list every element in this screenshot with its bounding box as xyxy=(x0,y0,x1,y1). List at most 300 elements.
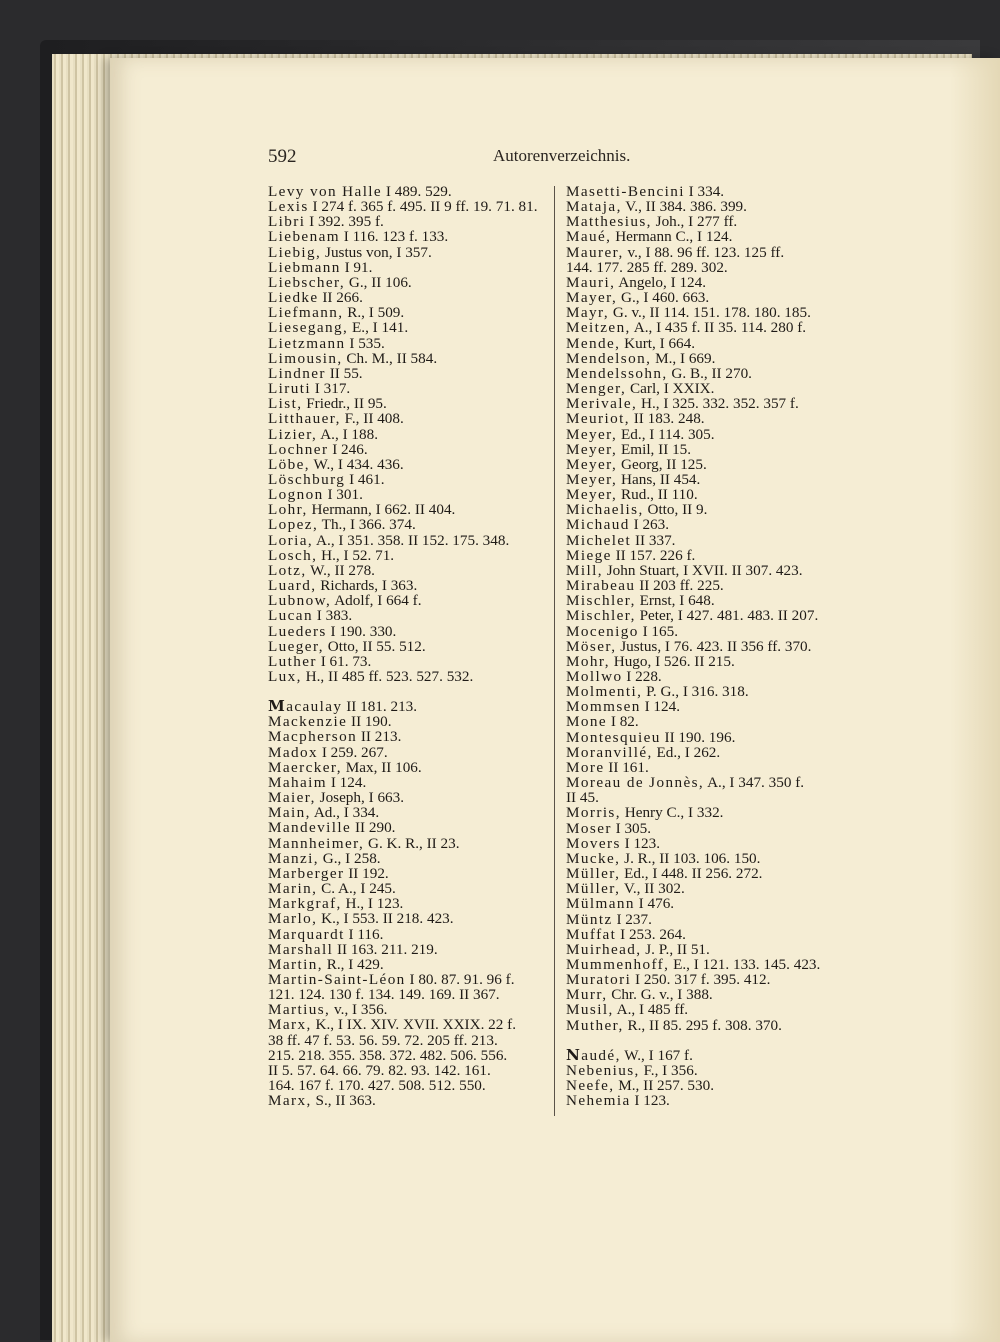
index-entry xyxy=(268,624,550,639)
entry-refs: A., I 485 ff. xyxy=(613,1001,689,1019)
index-entry xyxy=(268,745,550,760)
index-entry xyxy=(566,396,856,411)
entry-refs: R., I 429. xyxy=(322,955,384,973)
entry-refs: II 5. 57. 64. 66. 79. 82. 93. 142. 161. xyxy=(268,1061,491,1079)
entry-refs: E., I 121. 133. 145. 423. xyxy=(669,955,821,973)
entry-refs: Hugo, I 526. II 215. xyxy=(609,652,735,670)
entry-refs: Georg, II 125. xyxy=(617,455,707,473)
entry-refs: H., II 485 ff. 523. 527. 532. xyxy=(301,668,474,685)
author-name: Liebmann xyxy=(268,258,341,276)
entry-refs: Hans, II 454. xyxy=(617,470,701,488)
author-name: Meuriot, xyxy=(566,410,630,428)
author-name: Marlo, xyxy=(268,910,318,928)
entry-refs: Rud., II 110. xyxy=(617,486,698,504)
index-entry xyxy=(566,684,856,699)
author-name: Löbe, xyxy=(268,455,311,473)
author-name: Lueger, xyxy=(268,637,324,655)
author-name: Martin, xyxy=(268,955,323,973)
entry-refs: Max, II 106. xyxy=(341,758,422,776)
index-entry xyxy=(566,184,856,199)
entry-refs: Otto, II 9. xyxy=(643,501,708,519)
entry-refs: II 290. xyxy=(351,819,396,837)
entry-refs: II 337. xyxy=(631,531,676,549)
entry-refs: F., II 408. xyxy=(340,410,404,428)
entry-refs: I 165. xyxy=(638,622,679,640)
index-entry xyxy=(566,502,856,517)
entry-refs: I 274 f. 365 f. 495. II 9 ff. 19. 71. 81. xyxy=(308,198,538,216)
author-name: Lotz, xyxy=(268,561,307,579)
entry-refs: II 266. xyxy=(318,289,363,307)
entry-refs: W., I 434. 436. xyxy=(310,455,404,473)
author-name: Lietzmann xyxy=(268,334,346,352)
index-entry xyxy=(268,472,550,487)
index-entry xyxy=(566,714,856,729)
index-entry xyxy=(566,912,856,927)
index-entry xyxy=(268,669,550,684)
index-entry xyxy=(268,548,550,563)
entry-refs: A., I 347. 350 f. xyxy=(704,774,805,792)
author-name: Mucke, xyxy=(566,849,621,867)
index-entry xyxy=(268,442,550,457)
entry-refs: Ed., I 448. II 256. 272. xyxy=(620,865,763,883)
author-name: Mayer, xyxy=(566,289,618,307)
entry-refs: Ed., I 262. xyxy=(652,743,721,761)
entry-refs: I 246. xyxy=(328,440,368,458)
index-entry xyxy=(268,896,550,911)
index-entry-continuation xyxy=(566,260,856,275)
entry-refs: II 181. 213. xyxy=(342,698,418,716)
author-name: Möser, xyxy=(566,637,617,655)
index-entry xyxy=(566,351,856,366)
entry-refs: I 82. xyxy=(607,713,639,731)
author-name: Maurer, xyxy=(566,243,624,261)
entry-refs: G., II 106. xyxy=(345,273,412,291)
author-name: Mende, xyxy=(566,334,621,352)
author-name: Molmenti, xyxy=(566,683,643,701)
index-entry xyxy=(268,260,550,275)
entry-refs: V., II 384. 386. 399. xyxy=(621,198,747,216)
index-entry xyxy=(268,229,550,244)
entry-refs: II 55. xyxy=(325,364,363,382)
author-name: Lohr, xyxy=(268,501,308,519)
entry-refs: I 116. xyxy=(344,925,384,943)
index-entry-continuation xyxy=(268,1048,550,1063)
entry-refs: Richards, I 363. xyxy=(316,577,418,595)
index-entry xyxy=(566,866,856,881)
book-page xyxy=(110,58,1000,1342)
author-name: Maué, xyxy=(566,228,612,246)
entry-refs: E., I 141. xyxy=(348,319,409,337)
author-name: Mendelssohn, xyxy=(566,364,668,382)
section-initial: M xyxy=(268,697,287,716)
entry-refs: I 383. xyxy=(312,607,353,625)
entry-refs: Justus von, I 357. xyxy=(321,243,432,261)
index-entry xyxy=(566,654,856,669)
index-entry xyxy=(268,881,550,896)
index-entry xyxy=(566,942,856,957)
author-name: Murr, xyxy=(566,986,608,1004)
author-name: Menger, xyxy=(566,380,627,398)
author-name: Michaelis, xyxy=(566,501,644,519)
author-name: Lubnow, xyxy=(268,592,332,610)
author-name: Meyer, xyxy=(566,470,618,488)
index-entry xyxy=(566,199,856,214)
entry-refs: I 305. xyxy=(611,819,652,837)
index-entry xyxy=(268,411,550,426)
entry-refs: A., I 188. xyxy=(317,425,378,443)
entry-refs: G. v., II 114. 151. 178. 180. 185. xyxy=(609,304,811,322)
entry-refs: Friedr., II 95. xyxy=(302,395,387,413)
entry-refs: I 124. xyxy=(327,773,367,791)
author-name: Liebscher, xyxy=(268,273,346,291)
author-name: Liruti xyxy=(268,380,311,398)
index-entry xyxy=(268,866,550,881)
author-name: Mocenigo xyxy=(566,622,639,640)
index-entry xyxy=(566,427,856,442)
entry-refs: Ernst, I 648. xyxy=(635,592,715,610)
author-name: Lindner xyxy=(268,364,326,382)
entry-refs: II 192. xyxy=(344,864,389,882)
entry-refs: R., II 85. 295 f. 308. 370. xyxy=(623,1016,782,1034)
author-name: Mommsen xyxy=(566,698,641,716)
index-entry xyxy=(268,214,550,229)
index-entry xyxy=(566,730,856,745)
index-entry xyxy=(566,411,856,426)
entry-refs: Henry C., I 332. xyxy=(620,804,724,822)
author-name: Mandeville xyxy=(268,819,352,837)
index-entry xyxy=(268,578,550,593)
author-name: Marx, xyxy=(268,1092,312,1110)
index-entry xyxy=(566,245,856,260)
author-name: Martius, xyxy=(268,1001,331,1019)
index-entry xyxy=(566,381,856,396)
index-entry xyxy=(268,608,550,623)
index-entry xyxy=(268,351,550,366)
index-entry xyxy=(566,472,856,487)
entry-refs: II 45. xyxy=(566,789,599,807)
index-entry xyxy=(268,245,550,260)
author-name: Liesegang, xyxy=(268,319,349,337)
index-entry xyxy=(268,654,550,669)
entry-refs: I 116. 123 f. 133. xyxy=(339,228,449,246)
author-name: Mayr, xyxy=(566,304,610,322)
index-entry xyxy=(566,1063,856,1078)
author-name: Nehemia xyxy=(566,1092,631,1110)
author-name: Luther xyxy=(268,652,317,670)
author-name: Madox xyxy=(268,743,319,761)
entry-refs: II 163. 211. 219. xyxy=(333,940,438,958)
author-name: Losch, xyxy=(268,546,318,564)
entry-refs: Th., I 366. 374. xyxy=(318,516,416,534)
index-entry xyxy=(268,760,550,775)
author-name: Meyer, xyxy=(566,486,618,504)
index-entry xyxy=(566,1018,856,1033)
author-name: Mischler, xyxy=(566,592,636,610)
entry-refs: W., II 278. xyxy=(306,561,375,579)
author-name: Marquardt xyxy=(268,925,345,943)
author-name: List, xyxy=(268,395,303,413)
entry-refs: Adolf, I 664 f. xyxy=(331,592,422,610)
author-name: Maercker, xyxy=(268,758,342,776)
author-name: audé, xyxy=(581,1046,621,1064)
entry-refs: M., II 257. 530. xyxy=(614,1077,715,1095)
author-name: Lueders xyxy=(268,622,327,640)
index-entry xyxy=(566,229,856,244)
index-entry xyxy=(566,760,856,775)
entry-refs: Ed., I 114. 305. xyxy=(617,425,715,443)
author-name: Lopez, xyxy=(268,516,319,534)
entry-refs: K., I IX. XIV. XVII. XXIX. 22 f. xyxy=(311,1016,516,1034)
author-name: Lexis xyxy=(268,198,309,216)
index-entry xyxy=(268,1002,550,1017)
entry-refs: I 123. xyxy=(620,834,661,852)
author-name: Maier, xyxy=(268,789,316,807)
entry-refs: Ad., I 334. xyxy=(310,804,380,822)
entry-refs: v., I 356. xyxy=(330,1001,388,1019)
author-name: Movers xyxy=(566,834,621,852)
author-name: More xyxy=(566,758,605,776)
index-entry xyxy=(566,578,856,593)
entry-refs: II 213. xyxy=(357,728,402,746)
author-name: Müller, xyxy=(566,865,621,883)
index-entry xyxy=(566,745,856,760)
index-entry xyxy=(566,699,856,714)
author-name: Mummenhoff, xyxy=(566,955,670,973)
entry-refs: 164. 167 f. 170. 427. 508. 512. 550. xyxy=(268,1077,486,1095)
author-name: Loria, xyxy=(268,531,314,549)
entry-refs: K., I 553. II 218. 423. xyxy=(317,910,454,928)
entry-refs: I 123. xyxy=(630,1092,670,1110)
entry-refs: I 535. xyxy=(345,334,385,352)
author-name: Montesquieu xyxy=(566,728,661,746)
index-entry xyxy=(566,548,856,563)
index-entry xyxy=(566,851,856,866)
entry-refs: I 259. 267. xyxy=(318,743,388,761)
entry-refs: I 253. 264. xyxy=(616,925,686,943)
index-column-right xyxy=(566,184,856,1108)
index-entry-continuation xyxy=(268,1078,550,1093)
index-entry xyxy=(268,593,550,608)
entry-refs: v., I 88. 96 ff. 123. 125 ff. xyxy=(623,243,785,261)
entry-refs: John Stuart, I XVII. II 307. 423. xyxy=(602,561,803,579)
entry-refs: I 461. xyxy=(345,470,385,488)
index-entry xyxy=(268,184,550,199)
author-name: Lucan xyxy=(268,607,313,625)
index-entry xyxy=(268,320,550,335)
author-name: Levy von Halle xyxy=(268,183,383,200)
entry-refs: Otto, II 55. 512. xyxy=(324,637,426,655)
index-entry xyxy=(566,336,856,351)
entry-refs: 121. 124. 130 f. 134. 149. 169. II 367. xyxy=(268,986,500,1004)
index-entry xyxy=(566,639,856,654)
author-name: Morris, xyxy=(566,804,621,822)
index-entry xyxy=(268,517,550,532)
index-entry xyxy=(566,1045,856,1064)
entry-refs: H., I 52. 71. xyxy=(317,546,395,564)
entry-refs: I 80. 87. 91. 96 f. xyxy=(405,970,515,988)
author-name: Marin, xyxy=(268,880,318,898)
author-name: Moreau de Jonnès, xyxy=(566,774,705,792)
entry-refs: I 228. xyxy=(622,668,662,685)
column-divider xyxy=(554,186,555,1116)
author-name: Muirhead, xyxy=(566,940,642,958)
entry-refs: S., II 363. xyxy=(311,1092,376,1110)
index-entry xyxy=(268,729,550,744)
author-name: Mauri, xyxy=(566,273,616,291)
author-name: Mendelson, xyxy=(566,349,652,367)
entry-refs: Joseph, I 663. xyxy=(315,789,405,807)
index-entry xyxy=(566,593,856,608)
index-entry xyxy=(566,517,856,532)
entry-refs: C. A., I 245. xyxy=(317,880,396,898)
entry-refs: I 61. 73. xyxy=(316,652,372,670)
index-entry-continuation xyxy=(268,1033,550,1048)
author-name: Liefmann, xyxy=(268,304,344,322)
index-entry xyxy=(268,487,550,502)
entry-refs: Carl, I XXIX. xyxy=(626,380,715,398)
index-entry xyxy=(268,805,550,820)
index-entry xyxy=(268,457,550,472)
entry-refs: G. B., II 270. xyxy=(667,364,752,382)
index-entry xyxy=(268,502,550,517)
index-entry xyxy=(268,1093,550,1108)
entry-refs: G. K. R., II 23. xyxy=(364,834,460,852)
entry-refs: II 157. 226 f. xyxy=(611,546,696,564)
index-entry xyxy=(268,305,550,320)
author-name: Marshall xyxy=(268,940,334,958)
entry-refs: Chr. G. v., I 388. xyxy=(607,986,713,1004)
index-entry xyxy=(566,1002,856,1017)
entry-refs: Justus, I 76. 423. II 356 ff. 370. xyxy=(616,637,812,655)
index-entry xyxy=(268,427,550,442)
entry-refs: I 334. xyxy=(684,183,725,200)
author-name: Mülmann xyxy=(566,895,635,913)
index-entry xyxy=(566,821,856,836)
author-name: Merivale, xyxy=(566,395,638,413)
entry-refs: 38 ff. 47 f. 53. 56. 59. 72. 205 ff. 213. xyxy=(268,1031,498,1049)
index-entry xyxy=(566,775,856,790)
entry-refs: A., I 435 f. II 35. 114. 280 f. xyxy=(630,319,807,337)
entry-refs: J. P., II 51. xyxy=(641,940,710,958)
index-column-left xyxy=(268,184,550,1108)
index-entry xyxy=(268,336,550,351)
author-name: Manzi, xyxy=(268,849,319,867)
index-entry-continuation xyxy=(566,790,856,805)
author-name: Luard, xyxy=(268,577,317,595)
index-entry xyxy=(566,214,856,229)
entry-refs: P. G., I 316. 318. xyxy=(642,683,749,701)
index-entry xyxy=(268,775,550,790)
author-name: Liebig, xyxy=(268,243,322,261)
entry-refs: G., I 258. xyxy=(319,849,381,867)
author-name: Moser xyxy=(566,819,612,837)
index-entry xyxy=(566,290,856,305)
index-entry xyxy=(268,790,550,805)
index-entry xyxy=(566,957,856,972)
entry-refs: M., I 669. xyxy=(651,349,716,367)
entry-refs: Hermann C., I 124. xyxy=(611,228,733,246)
index-entry xyxy=(268,563,550,578)
author-name: Neefe, xyxy=(566,1077,615,1095)
author-name: Mollwo xyxy=(566,668,623,685)
index-entry-continuation xyxy=(268,1063,550,1078)
author-name: Müntz xyxy=(566,910,613,928)
index-entry xyxy=(268,957,550,972)
author-name: Mirabeau xyxy=(566,577,636,595)
author-name: Meyer, xyxy=(566,425,618,443)
index-entry xyxy=(268,851,550,866)
entry-refs: V., II 302. xyxy=(620,880,685,898)
entry-refs: H., I 325. 332. 352. 357 f. xyxy=(637,395,799,413)
index-entry xyxy=(268,533,550,548)
entry-refs: I 237. xyxy=(612,910,652,928)
entry-refs: R., I 509. xyxy=(343,304,405,322)
entry-refs: Joh., I 277 ff. xyxy=(651,213,738,231)
index-entry xyxy=(566,805,856,820)
author-name: Macpherson xyxy=(268,728,358,746)
author-name: Muratori xyxy=(566,971,632,989)
entry-refs: G., I 460. 663. xyxy=(617,289,710,307)
index-entry xyxy=(268,275,550,290)
index-entry xyxy=(268,836,550,851)
author-name: Lizier, xyxy=(268,425,318,443)
author-name: Liebenam xyxy=(268,228,340,246)
entry-refs: I 489. 529. xyxy=(382,183,452,200)
running-title: Autorenverzeichnis. xyxy=(493,146,631,165)
index-entry xyxy=(566,442,856,457)
author-name: Limousin, xyxy=(268,349,343,367)
entry-refs: II 161. xyxy=(604,758,649,776)
entry-refs: I 317. xyxy=(311,380,351,398)
entry-refs: I 190. 330. xyxy=(326,622,397,640)
entry-refs: Ch. M., II 584. xyxy=(342,349,438,367)
author-name: Muther, xyxy=(566,1016,624,1034)
author-name: Mataja, xyxy=(566,198,622,216)
entry-refs: I 392. 395 f. xyxy=(305,213,384,231)
index-entry xyxy=(566,563,856,578)
entry-refs: I 263. xyxy=(629,516,670,534)
index-entry xyxy=(268,714,550,729)
author-name: Lux, xyxy=(268,668,302,685)
author-name: Nebenius, xyxy=(566,1061,640,1079)
author-name: Masetti-Bencini xyxy=(566,183,685,200)
index-entry xyxy=(268,972,550,987)
author-name: Löschburg xyxy=(268,470,346,488)
index-entry xyxy=(566,487,856,502)
index-entry xyxy=(566,881,856,896)
index-entry xyxy=(566,320,856,335)
author-name: Müller, xyxy=(566,880,621,898)
section-initial: N xyxy=(566,1045,582,1064)
entry-refs: II 203 ff. 225. xyxy=(635,577,724,595)
author-name: Mischler, xyxy=(566,607,636,625)
index-entry-continuation xyxy=(268,987,550,1002)
index-entry xyxy=(566,669,856,684)
page-number: 592 xyxy=(268,146,297,167)
index-entry xyxy=(566,987,856,1002)
index-entry xyxy=(566,366,856,381)
entry-refs: I 91. xyxy=(340,258,373,276)
entry-refs: W., I 167 f. xyxy=(620,1046,693,1064)
entry-refs: 215. 218. 355. 358. 372. 482. 506. 556. xyxy=(268,1046,508,1064)
index-entry xyxy=(268,699,550,714)
index-entry xyxy=(566,1093,856,1108)
index-entry xyxy=(566,275,856,290)
index-entry xyxy=(268,381,550,396)
author-name: Libri xyxy=(268,213,306,231)
entry-refs: A., I 351. 358. II 152. 175. 348. xyxy=(313,531,510,549)
index-entry xyxy=(566,608,856,623)
